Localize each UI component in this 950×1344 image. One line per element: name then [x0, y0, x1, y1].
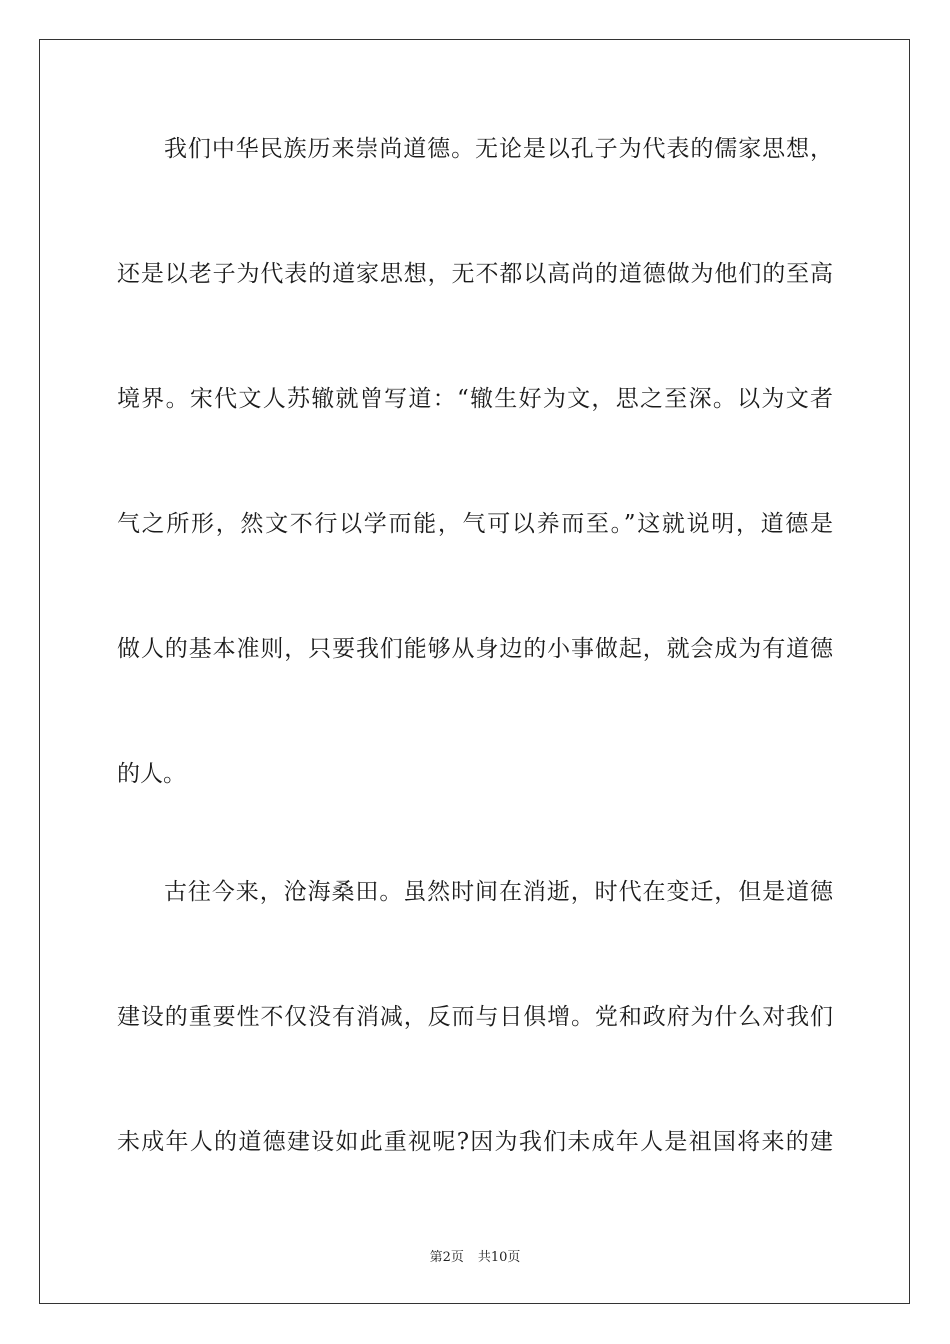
text-line: 气之所形，然文不行以学而能，气可以养而至。”这就说明，道德是 — [117, 511, 833, 537]
text-line: 境界。宋代文人苏辙就曾写道：“辙生好为文，思之至深。以为文者 — [117, 386, 833, 412]
text-line: 还是以老子为代表的道家思想，无不都以高尚的道德做为他们的至高 — [117, 261, 833, 287]
page-total: 共10页 — [477, 1250, 521, 1265]
page-border — [39, 39, 910, 1304]
page-number: 第2页 — [429, 1250, 464, 1265]
page-footer — [0, 1246, 950, 1265]
text-line: 未成年人的道德建设如此重视呢?因为我们未成年人是祖国将来的建 — [117, 1129, 833, 1155]
text-line: 建设的重要性不仅没有消减，反而与日俱增。党和政府为什么对我们 — [117, 1004, 833, 1030]
text-line: 我们中华民族历来崇尚道德。无论是以孔子为代表的儒家思想， — [164, 136, 833, 162]
text-line: 古往今来，沧海桑田。虽然时间在消逝，时代在变迁，但是道德 — [164, 879, 833, 905]
text-line: 做人的基本准则，只要我们能够从身边的小事做起，就会成为有道德 — [117, 636, 833, 662]
text-line: 的人。 — [117, 761, 186, 787]
